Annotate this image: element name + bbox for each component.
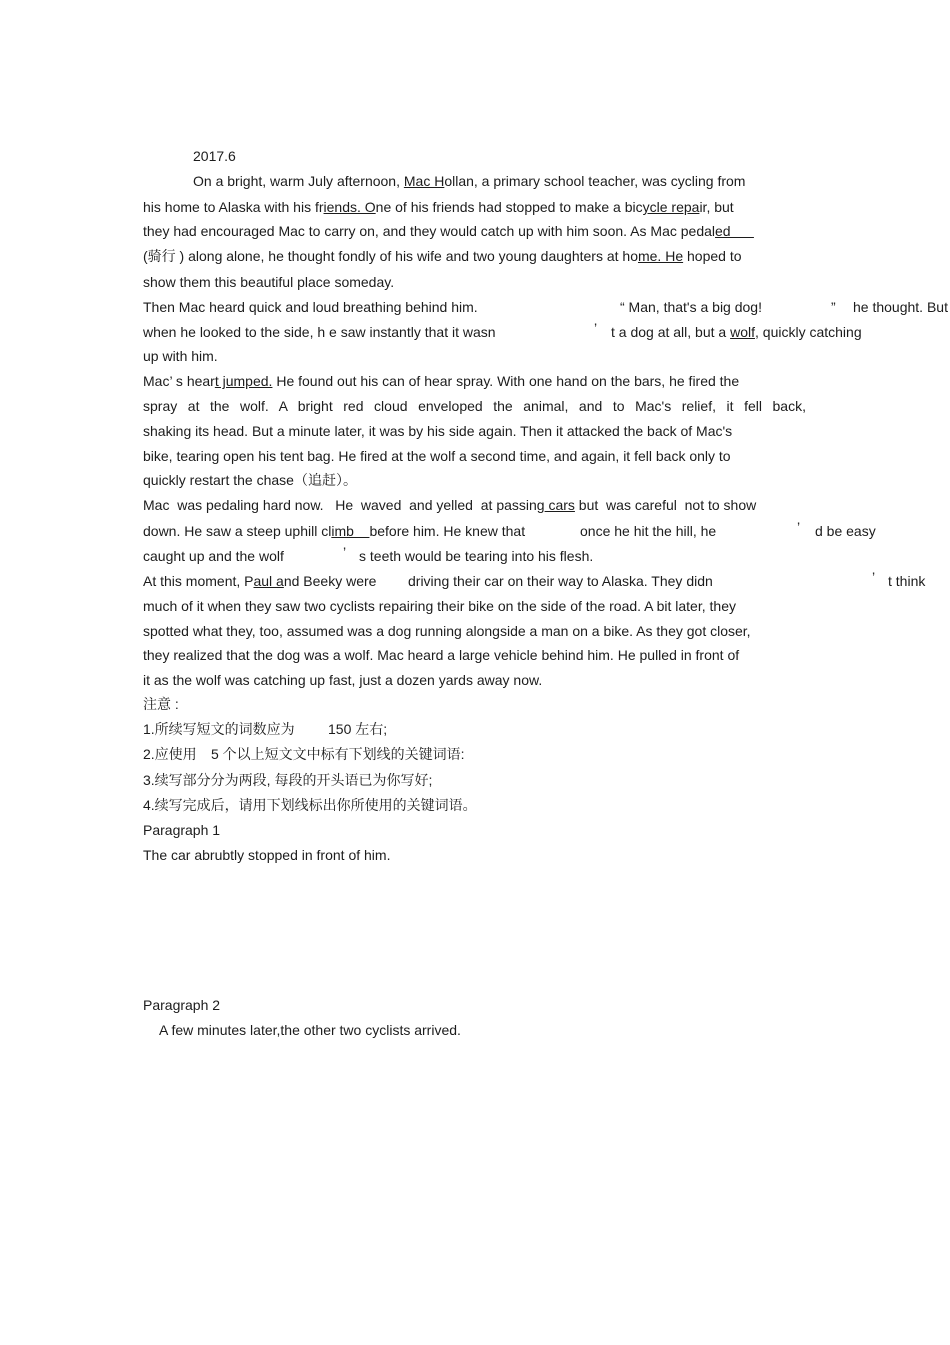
story-line-15 <box>143 522 525 540</box>
story-line-20: they realized that the dog was a wolf. Mac heard a large vehicle behind him. He pulled in front of <box>143 647 740 663</box>
keyword-underline: Mac H <box>403 173 445 189</box>
text: t a dog at all, but a <box>611 324 727 340</box>
text: At this moment, P <box>143 573 254 589</box>
story-line-14 <box>143 496 756 514</box>
story-line-13: quickly restart the chase（追赶）。 <box>143 472 357 488</box>
text: On a bright, warm July afternoon, <box>193 173 404 189</box>
text: Then Mac heard quick and loud breathing behind him. <box>143 299 478 315</box>
story-line-2 <box>143 198 734 216</box>
text: ollan, a primary school teacher, was cycling from <box>444 173 746 189</box>
story-line-6-end: he thought. But <box>853 299 948 315</box>
text: they had encouraged Mac to carry on, and they would catch up with him soon. As Mac pedal <box>143 223 715 239</box>
text: his home to Alaska with his fr <box>143 199 324 215</box>
keyword-underline: ycle repa <box>642 199 700 215</box>
story-line-7: when he looked to the side, h e saw instantly that it wasn <box>143 324 496 340</box>
text: (骑行 ) along alone, he thought fondly of his wife and two young daughters at ho <box>143 248 638 264</box>
note-1-end: 150 左右; <box>328 721 388 737</box>
keyword-underline: iends. O <box>323 199 376 215</box>
story-line-21: it as the wolf was catching up fast, just a dozen yards away now. <box>143 672 543 688</box>
story-line-16: caught up and the wolf <box>143 548 284 564</box>
apostrophe: ’ <box>872 569 876 585</box>
keyword-underline: t jumped. <box>214 373 273 389</box>
text: nd Beeky were <box>283 573 377 589</box>
text: hoped to <box>683 248 742 264</box>
note-2-end: 5 个以上短文文中标有下划线的关键词语: <box>211 746 465 762</box>
notes-heading: 注意 : <box>143 696 179 712</box>
story-line-15-mid: once he hit the hill, he <box>580 523 717 539</box>
date-line: 2017.6 <box>193 148 236 164</box>
text: Mac was pedaling hard now. He waved and yelled at passing <box>143 497 545 513</box>
story-line-17-mid: driving their car on their way to Alaska. They didn <box>408 573 713 589</box>
story-line-7-end <box>611 323 862 341</box>
keyword-underline: imb <box>331 523 370 539</box>
story-line-19: spotted what they, too, assumed was a dog running alongside a man on a bike. As they got closer, <box>143 623 751 639</box>
keyword-underline: me. He <box>637 248 684 264</box>
apostrophe: ’ <box>594 320 598 336</box>
text: , quickly catching <box>755 324 862 340</box>
story-line-6 <box>143 298 478 316</box>
keyword-underline: aul a <box>253 573 284 589</box>
story-line-17 <box>143 572 376 590</box>
note-2: 2.应使用 <box>143 746 197 762</box>
text: but was careful not to show <box>574 497 757 513</box>
keyword-underline: wolf <box>730 324 755 340</box>
note-3: 3.续写部分分为两段, 每段的开头语已为你写好; <box>143 772 433 788</box>
text: “ Man, that's a big dog! <box>620 299 762 315</box>
story-line-18: much of it when they saw two cyclists repairing their bike on the side of the road. A bit later, they <box>143 598 736 614</box>
story-line-15-end: d be easy <box>815 523 876 539</box>
paragraph-2-label: Paragraph 2 <box>143 997 221 1013</box>
paragraph-1-label: Paragraph 1 <box>143 822 221 838</box>
text: ne of his friends had stopped to make a bic <box>375 199 643 215</box>
note-4: 4.续写完成后，请用下划线标出你所使用的关键词语。 <box>143 797 477 813</box>
story-line-16-end: s teeth would be tearing into his flesh. <box>359 548 594 564</box>
keyword-underline: ed <box>715 223 754 239</box>
text: down. He saw a steep uphill cl <box>143 523 332 539</box>
story-line-1 <box>193 172 745 190</box>
apostrophe: ’ <box>797 519 801 535</box>
story-line-12: bike, tearing open his tent bag. He fired at the wolf a second time, and again, it fell back only to <box>143 448 731 464</box>
keyword-underline: cars <box>544 497 575 513</box>
story-line-5: show them this beautiful place someday. <box>143 274 395 290</box>
paragraph-2-opening: A few minutes later,the other two cyclists arrived. <box>159 1022 461 1038</box>
text: before him. He knew that <box>369 523 526 539</box>
story-line-17-end: t think <box>888 573 926 589</box>
text: 1.所续写短文的词数应为 <box>143 721 295 737</box>
note-1 <box>143 720 295 738</box>
story-line-6-quote <box>620 298 762 316</box>
apostrophe: ’ <box>343 544 347 560</box>
story-line-6-quote-end: ” <box>831 299 836 315</box>
text: He found out his can of hear spray. With one hand on the bars, he fired the <box>272 373 740 389</box>
text: Mac’ s hear <box>143 373 215 389</box>
text: ir, but <box>699 199 734 215</box>
story-line-9 <box>143 372 739 390</box>
story-line-3 <box>143 222 754 240</box>
story-line-11: shaking its head. But a minute later, it was by his side again. Then it attacked the back of Mac's <box>143 423 733 439</box>
paragraph-1-opening: The car abrubtly stopped in front of him. <box>143 847 391 863</box>
story-line-8: up with him. <box>143 348 218 364</box>
story-line-10: spray at the wolf. A bright red cloud enveloped the animal, and to Mac's relief, it fell back, <box>143 398 806 414</box>
story-line-4 <box>143 247 742 265</box>
